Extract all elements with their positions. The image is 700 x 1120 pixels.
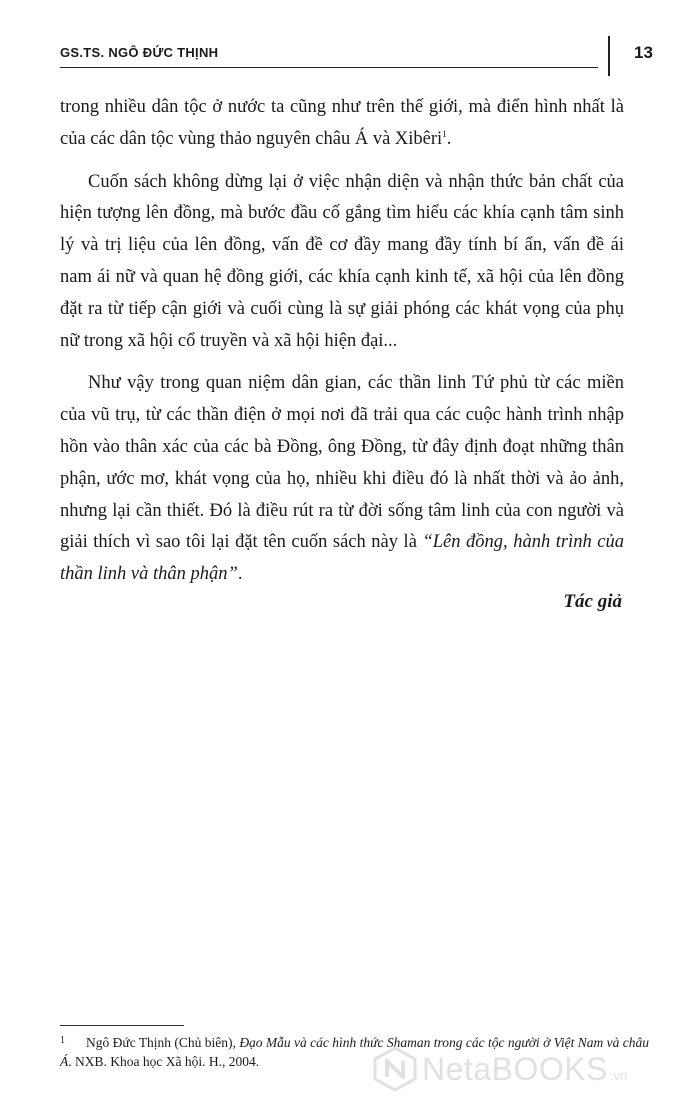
footnote-reference: 1 (442, 128, 447, 139)
watermark-suffix: .vn (609, 1067, 628, 1083)
signature: Tác giả (563, 591, 622, 612)
footnote-publisher: . NXB. Khoa học Xã hội. H., 2004. (68, 1054, 260, 1069)
footnote-author: Ngô Đức Thịnh (Chủ biên), (86, 1035, 240, 1050)
running-head: GS.TS. NGÔ ĐỨC THỊNH (60, 45, 219, 60)
watermark (372, 1046, 627, 1092)
paragraph-1-end: . (446, 128, 452, 149)
watermark-brand: NetaBOOKS (422, 1050, 608, 1087)
paragraph-3-text: Như vậy trong quan niệm dân gian, các thần linh Tứ phủ từ các miền của vũ trụ, từ các thần điện ở mọi nơi đã trải qua các cuộc hành trình nhập hồn vào thân xác của các bà Đồng, ông Đồng, từ đây định đoạt những thân phận, ước mơ, khát vọng của họ, nhiều khi điều đó là nhất thời và ảo ảnh, nhưng lại cần thiết. Đó là điều rút ra từ đời sống tâm linh của con người và giải thích vì sao tôi lại đặt tên cuốn sách này là (60, 373, 624, 553)
header-rule (60, 67, 598, 68)
paragraph-2: Cuốn sách không dừng lại ở việc nhận diện và nhận thức bản chất của hiện tượng lên đồng, mà bước đầu cố gắng tìm hiểu các khía cạnh tâm sinh lý và trị liệu của lên đồng, vấn đề cơ đầy mang đầy tính bí ẩn, vấn đề ái nam ái nữ và quan hệ đồng giới, các khía cạnh kinh tế, xã hội của lên đồng đặt ra từ tiếp cận giới và cuối cùng là sự giải phóng các khát vọng của phụ nữ trong xã hội cổ truyền và xã hội hiện đại... (60, 171, 624, 351)
paragraph-1-text: trong nhiều dân tộc ở nước ta cũng như trên thế giới, mà điển hình nhất là của các dân tộc vùng thảo nguyên châu Á và Xibêri (60, 97, 624, 149)
body-text (60, 92, 624, 591)
footnote-marker: 1 (60, 1035, 65, 1046)
netabooks-logo-icon (372, 1046, 418, 1092)
paragraph-1 (60, 92, 624, 156)
header-vertical-rule (608, 36, 610, 76)
book-title: “Lên đồng, hành trình của thần linh và thân phận” (60, 532, 624, 585)
paragraph-3-end: . (237, 564, 243, 585)
paragraph-3 (60, 368, 624, 591)
footnote-title: Đạo Mẫu và các hình thức Shaman trong các tộc người ở Việt Nam và châu Á (60, 1035, 649, 1069)
page-number: 13 (634, 43, 653, 62)
footnote-rule (60, 1025, 184, 1026)
